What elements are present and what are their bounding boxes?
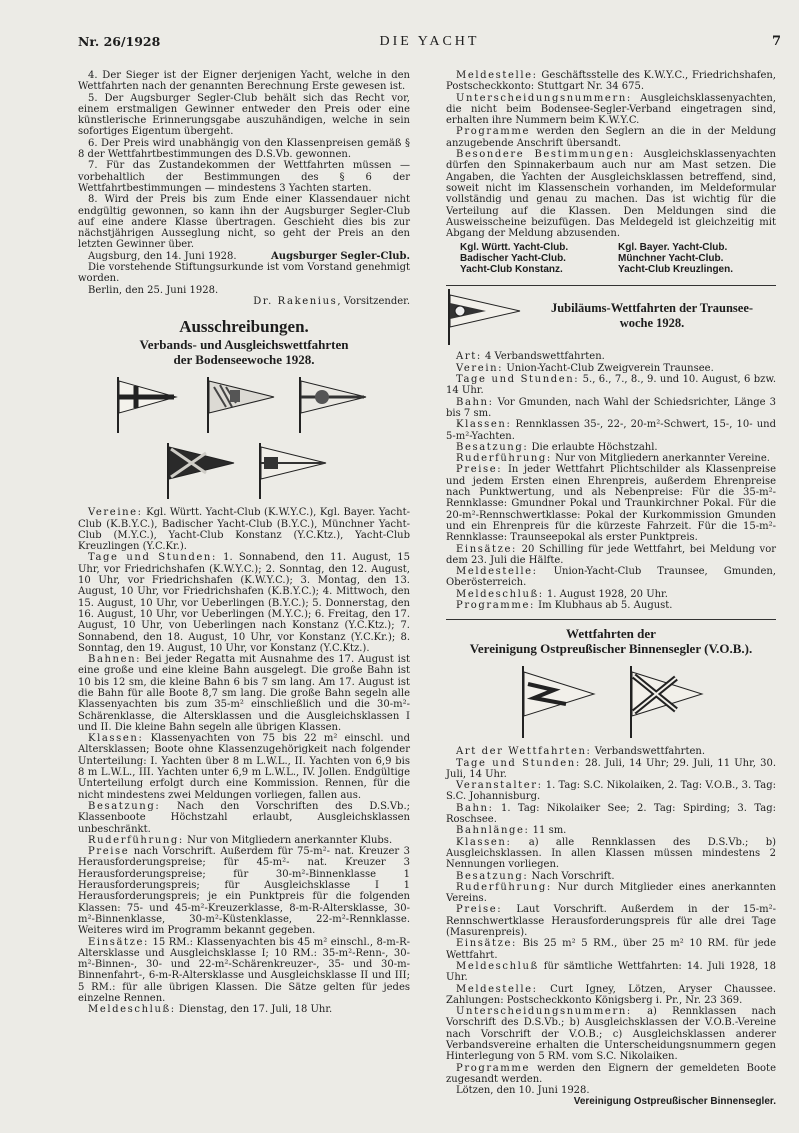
vob-pennants [446, 664, 776, 740]
traunsee-einsaetze: Einsätze: 20 Schilling für jede Wettfahrt, bei Meldung vor dem 23. Juli die Hälfte. [446, 543, 776, 566]
bodensee-preise: Preise nach Vorschrift. Außerdem für 75-m²- nat. Kreuzer 3 Herausforderungspreise; für 45-m²- nat. Kreuzer 3 Herausforderungspreise; für 30-m²-Binnenklasse 1 Herausforderungspreis; für Ausgleichsklasse I 1 Herausforderungspreis; je ein Punktpreis für die folgenden Klassen: 75- und 45-m²-Kreuzerklasse, 8-m-R-Altersklasse, 30-m²-Binnenklasse, 30-m²-Küstenklasse, 22-m²-Rennklasse. Weiteres wird im Programm bekannt gegeben. [78, 846, 410, 937]
bodensee-bestimmungen: Besondere Bestimmungen: Ausgleichsklassenyachten dürfen den Spinnakerbaum auch nur am Mast setzen. Die Angaben, die Yachten der Ausgleichsklassen betreffend, sind, soweit nicht im Klassenschein vorhanden, im Meldeformular vollständig und genau zu machen. Das ist wichtig für die Verteilung auf die Klassen. Den Meldungen sind die Ausweisscheine beizufügen. Das Meldegeld ist gleichzeitig mit Abgang der Meldung abzusenden. [446, 149, 776, 240]
divider [446, 285, 776, 286]
traunsee-header [446, 285, 776, 347]
right-column [446, 70, 776, 1108]
vob-veranstalter: Veranstalter: 1. Tag: S.C. Nikolaiken, 2. Tag: V.O.B., 3. Tag: S.C. Johannisburg. [446, 780, 776, 803]
vob-art: Art der Wettfahrten: Verbandswettfahrten. [456, 746, 706, 758]
traunsee-programme: Programme: Im Klubhaus ab 5. August. [456, 599, 673, 611]
traunsee-verein: Verein: Union-Yacht-Club Zweigverein Traunsee. [456, 362, 714, 374]
pennant-vob-lightning-icon [520, 666, 596, 738]
berlin-date: Berlin, den 25. Juni 1928. [88, 284, 219, 296]
vob-ruderfuehrung: Ruderführung: Nur durch Mitglieder eines anerkannten Vereins. [446, 881, 776, 905]
pennant-kbyc-icon [206, 377, 276, 433]
vob-tage: Tage und Stunden: 28. Juli, 14 Uhr; 29. Juli, 11 Uhr, 30. Juli, 14 Uhr. [446, 757, 776, 780]
club-name: Yacht-Club Kreuzlingen. [618, 264, 734, 276]
signer-name: Dr. Rakenius [253, 295, 338, 307]
rule-paragraph: 8. Wird der Preis bis zum Ende einer Klassendauer nicht endgültig gewonnen, so kann ihn der Augsburger Segler-Club auf eine andere Klasse übertragen. Geschieht dies bis zur nächstjährigen Ausseglung nicht, so geht der Preis an den letzten Gewinner über. [78, 194, 410, 251]
pennant-myc-icon [166, 443, 236, 499]
traunsee-tage: Tage und Stunden: 5., 6., 7., 8., 9. und 10. August, 6 bzw. 14 Uhr. [446, 374, 776, 397]
traunsee-bahn: Bahn: Vor Gmunden, nach Wahl der Schiedsrichter, Länge 3 bis 7 sm. [446, 396, 776, 419]
club-name: Yacht-Club Konstanz. [460, 264, 563, 276]
issue-number: Nr. 26/1928 [78, 34, 161, 49]
vob-programme: Programme werden den Eignern der gemeldeten Boote zugesandt werden. [446, 1062, 776, 1085]
traunsee-ruderfuehrung: Ruderführung: Nur von Mitgliedern anerkannter Vereine. [456, 453, 770, 465]
magazine-title: DIE YACHT [379, 34, 480, 49]
vob-bahn: Bahn: 1. Tag: Nikolaiker See; 2. Tag: Spirding; 3. Tag: Roschsee. [446, 802, 776, 826]
club-name: Kgl. Bayer. Yacht-Club. [618, 242, 728, 254]
pennant-byc-icon [298, 377, 368, 433]
page-header [78, 34, 781, 56]
bodensee-bahnen: Bahnen: Bei jeder Regatta mit Ausnahme des 17. August ist eine große und eine kleine Bahn ausgelegt. Die große Bahn ist 10 bis 12 sm, die kleine Bahn 6 bis 7 sm lang. Am 17. August ist die Bahn für alle Boote 8,7 sm lang. Die große Bahn segeln alle Klassenyachten bis zum 35-m² einschließlich und die 30-m²-Schärenklasse, die Altersklassen und die Ausgleichsklassen I und II. Die kleine Bahn segeln alle übrigen Klassen. [78, 654, 410, 733]
augsburg-club: Augsburger Segler-Club. [271, 250, 410, 262]
vob-preise: Preise: Laut Vorschrift. Außerdem in der 15-m²-Rennschwertklasse Herausforderungspreis für alle drei Tage (Masurenpreis). [446, 904, 776, 939]
vob-meldestelle: Meldestelle: Curt Igney, Lötzen, Aryser Chaussee. Zahlungen: Postscheckkonto Königsberg i. Pr., Nr. 23 369. [446, 983, 776, 1006]
traunsee-meldeschluss: Meldeschluß: 1. August 1928, 20 Uhr. [456, 588, 668, 600]
bodensee-ruderfuehrung: Ruderführung: Nur von Mitgliedern anerkannter Klubs. [88, 834, 393, 846]
bodensee-klassen: Klassen: Klassenyachten von 75 bis 22 m² einschl. und Altersklassen; Boote ohne Klassenzugehörigkeit nach folgender Unterteilung: I. Yachten über 8 m L.W.L., II. Yachten von 6,9 bis 8 m L.W.L., III. Yachten unter 6,9 m L.W.L., IV. Jollen. Endgültige Unterteilung erfolgt durch eine Kommission. Rennen, für die nicht mindestens zwei Meldungen vorliegen, fallen aus. [78, 733, 410, 801]
vob-signature: Vereinigung Ostpreußischer Binnensegler. [573, 1096, 776, 1108]
organizing-clubs [460, 242, 776, 275]
traunsee-besatzung: Besatzung: Die erlaubte Höchstzahl. [456, 441, 658, 453]
rule-paragraph: 4. Der Sieger ist der Eigner derjenigen Yacht, welche in den Wettfahrten nach der genannten Berechnung Erste gewesen ist. [78, 70, 410, 93]
bodensee-meldeschluss: Meldeschluß: Dienstag, den 17. Juli, 18 Uhr. [88, 1004, 333, 1016]
club-name: Münchner Yacht-Club. [618, 253, 724, 265]
bodensee-meldestelle: Meldestelle: Geschäftsstelle des K.W.Y.C., Friedrichshafen, Postscheckkonto: Stuttgart Nr. 34 675. [446, 70, 776, 93]
club-pennants [78, 373, 410, 501]
pennant-vob-cross-icon [628, 666, 704, 738]
vob-heading: Wettfahrten der [566, 626, 656, 642]
signer-role: , Vorsitzender. [337, 295, 410, 307]
bodensee-vereine: Vereine: Kgl. Württ. Yacht-Club (K.W.Y.C.), Kgl. Bayer. Yacht-Club (K.B.Y.C.), Badischer Yacht-Club (B.Y.C.), Münchner Yacht-Club (M.Y.C.), Yacht-Club Konstanz (Y.C.Ktz.), Yacht-Club Kreuzlingen (Y.C.Kr.). [78, 507, 410, 553]
vob-besatzung: Besatzung: Nach Vorschrift. [456, 870, 615, 882]
section-heading: Ausschreibungen. [179, 317, 309, 337]
bodensee-nummern: Unterscheidungsnummern: Ausgleichsklassenyachten, die nicht beim Bodensee-Segler-Verband eingetragen sind, erhalten ihre Nummern beim K.W.Y.C. [446, 92, 776, 127]
vob-bahnlaenge: Bahnlänge: 11 sm. [456, 825, 567, 837]
signer-line [78, 296, 410, 307]
vob-heading-line-2: Vereinigung Ostpreußischer Binnensegler (V.O.B.). [469, 641, 753, 657]
rule-paragraph: 6. Der Preis wird unabhängig von den Klassenpreisen gemäß § 8 der Wettfahrtbestimmungen des D.S.Vb. gewonnen. [78, 137, 410, 161]
bodensee-tage: Tage und Stunden: 1. Sonnabend, den 11. August, 15 Uhr, vor Friedrichshafen (K.W.Y.C.); 2. Sonntag, den 12. August, 10 Uhr, vor Friedrichshafen (K.W.Y.C.); 3. Montag, den 13. August, 10 Uhr, vor Friedrichshafen (K.B.Y.C.); 4. Mittwoch, den 15. August, 10 Uhr, vor Ueberlingen (B.Y.C.); 5. Donnerstag, den 16. August, 10 Uhr, vor Ueberlingen (M.Y.C.); 6. Freitag, den 17. August, 10 Uhr, von Ueberlingen nach Konstanz (Y.C.Ktz.); 7. Sonnabend, den 18. August, 10 Uhr, vor Konstanz (Y.C.Kr.); 8. Sonntag, den 19. August, 10 Uhr, vor Konstanz (Y.C.Ktz.). [78, 552, 410, 654]
bodensee-heading: Verbands- und Ausgleichswettfahrten [139, 337, 349, 353]
traunsee-klassen: Klassen: Rennklassen 35-, 22-, 20-m²-Schwert, 15-, 10- und 5-m²-Yachten. [446, 419, 776, 442]
vob-klassen: Klassen: a) alle Rennklassen des D.S.Vb.; b) Ausgleichsklassen. In allen Klassen müssen mindestens 2 Nennungen vorliegen. [446, 836, 776, 871]
club-name: Kgl. Württ. Yacht-Club. [460, 242, 569, 254]
traunsee-art: Art: 4 Verbandswettfahrten. [456, 351, 605, 363]
club-name: Badischer Yacht-Club. [460, 253, 566, 265]
traunsee-meldestelle: Meldestelle: Union-Yacht-Club Traunsee, Gmunden, Oberösterreich. [446, 566, 776, 589]
bodensee-programme: Programme werden den Seglern an die in der Meldung anzugebende Anschrift übersandt. [446, 126, 776, 149]
page-number: 7 [771, 34, 781, 49]
rule-paragraph: 7. Für das Zustandekommen der Wettfahrten müssen — vorbehaltlich der Bestimmungen des § 6 der Wettfahrtbestimmungen — mindestens 3 Yachten starten. [78, 160, 410, 194]
bodensee-einsaetze: Einsätze: 15 RM.: Klassenyachten bis 45 m² einschl., 8-m-R-Altersklasse und Ausgleichsklasse I; 10 RM.: 35-m²-Renn-, 30-m²-Binnen-, 30- und 22-m²-Schärenkreuzer-, 35- und 30-m-Binnenfahrt-, 6-m-R-Altersklasse und Ausgleichsklasse II und III; 5 RM.: für alle übrigen Klassen. Die Sätze gelten für jedes einzelne Rennen. [78, 936, 410, 1004]
approval-note: Die vorstehende Stiftungsurkunde ist vom Vorstand genehmigt worden. [78, 262, 410, 285]
augsburg-signature-line [78, 251, 410, 262]
pennant-kwyc-icon [116, 377, 178, 433]
vob-einsaetze: Einsätze: Bis 25 m² 5 RM., über 25 m² 10 RM. für jede Wettfahrt. [446, 938, 776, 961]
augsburg-date: Augsburg, den 14. Juni 1928. [88, 250, 237, 262]
pennant-uyc-traunsee-icon [446, 289, 522, 345]
bodensee-heading-line-2: der Bodenseewoche 1928. [173, 352, 315, 368]
traunsee-heading: Jubiläums-Wettfahrten der Traunsee- woche 1928. [550, 301, 754, 331]
bodensee-besatzung: Besatzung: Nach den Vorschriften des D.S.Vb.; Klassenboote Höchstzahl erlaubt, Ausgleichsklassen unbeschränkt. [78, 800, 410, 835]
vob-nummern: Unterscheidungsnummern: a) Rennklassen nach Vorschrift des D.S.Vb.; b) Ausgleichsklassen der V.O.B.-Vereine nach Vorschrift der V.O.B.; c) Ausgleichsklassen anderer Verbandsvereine erhalten die Unterscheidungsnummern gegen Hinterlegung von 5 RM. vom S.C. Nikolaiken. [446, 1006, 776, 1063]
vob-date: Lötzen, den 10. Juni 1928. [456, 1085, 590, 1097]
rule-paragraph: 5. Der Augsburger Segler-Club behält sich das Recht vor, einem erstmaligen Gewinner entweder den Preis oder eine künstlerische Erinnerungsgabe auszuhändigen, welche in sein sofortiges Eigentum übergeht. [78, 92, 410, 138]
vob-meldeschluss: Meldeschluß für sämtliche Wettfahrten: 14. Juli 1928, 18 Uhr. [446, 960, 776, 984]
pennant-yc-konstanz-icon [258, 443, 328, 499]
traunsee-preise: Preise: In jeder Wettfahrt Plichtschilder als Klassenpreise und jedem Ersten einen Ehrenpreis, außerdem Ehrenpreise nach Punktwertung, und als Nebenpreise: Für die 35-m²-Rennklasse: Gmundner Pokal und Traunkirchner Pokal. Für die 20-m²-Rennschwertklasse: Pokal der Kurkommission Gmunden und ein Ehrenpreis für die kürzeste Fahrzeit. Für die 15-m²-Rennklasse: Traunseepokal als erster Punktpreis. [446, 464, 776, 544]
left-column [78, 70, 410, 1016]
